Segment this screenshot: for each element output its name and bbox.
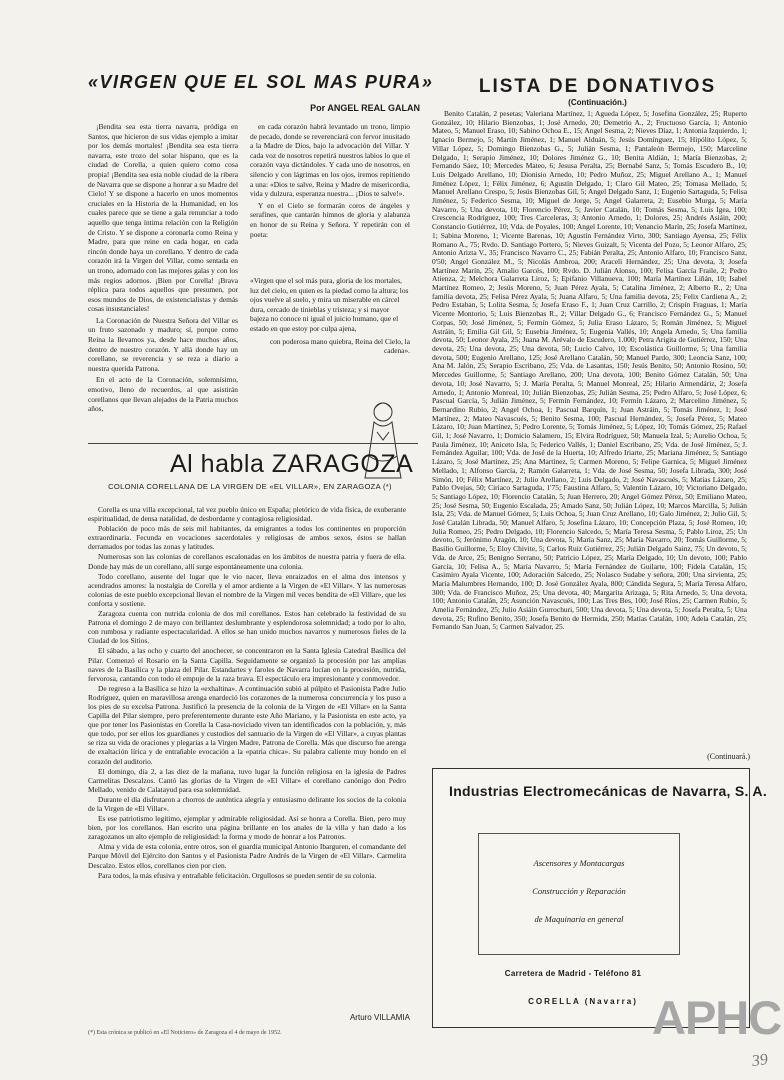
article-paragraph: El sábado, a las ocho y cuarto del anochecer, se concentraron en la Santa Iglesia Catedral Basílica del Pilar. Comenzó el Rosario en la Santa Capilla. Seguidamente se organizó la procesión por las amplias naves de la Basílica y la plaza del Pilar. Estandartes y faroles de Navarra lucían en la procesión, nutrida, fervorosa, cantando con todo el empuje de la raza brava. El espectáculo era impresionante y conmovedor. (88, 646, 406, 683)
poem-verse (250, 276, 410, 396)
poem-left-column (88, 122, 238, 448)
article-paragraph: Alma y vida de esta colonia, entre otros, son el guardia municipal Antonio Ibarguren, el comandante del Parque Móvil del Ejército don Santos y el Pasionista Padre Andrés de la Virgen de «El Villar». Carmelita Descalzo. Estos ellos, corellanos cien por cien. (88, 842, 406, 870)
ad-service-line: Ascensores y Montacargas (533, 858, 625, 868)
article-body (88, 505, 406, 1005)
article-title: Al habla ZARAGOZA (170, 450, 414, 478)
donations-continued: (Continuará.) (707, 752, 750, 761)
ad-company-name: Industrias Electromecánicas de Navarra, S. A. (449, 783, 768, 799)
ad-services-box (478, 833, 680, 955)
poem-paragraph: ¡Bendita sea esta tierra navarra, pródiga en Santos, que hicieron de sus vidas ejemplo a imitar por los demás mortales! ¡Bendita sea esta tierra navarra, este trozo del solar hispano, que es la ciudad de Corella, a quien quiero como cosa propia! ¡Bendita sea esta noble ciudad de la ribera de Navarra que se dispone a honrar a su Madre del Cielo! Y se dispone a hacerlo en unos momentos cruciales en la Historia de la Humanidad, en los cuales parece que se tiene a gala renunciar a todo aquello que tenga íntima relación con la Religión de Cristo. Y se dispone a coronarla como Reina y Madre, para que reine en cada hogar, en cada rincón donde haya un corellano. Y dentro de cada corazón irá la Virgen del Villar, como sentada en un trono, adornado con las mejores galas y con los más regios adornos. ¡Bien por Corella! ¡Brava réplica para todos aquellos que presumen, por esos mundos de Dios, de existencialistas y demás cosas insustanciales! (88, 122, 238, 314)
verse-stanza: «Virgen que el sol más pura, gloria de los mortales, luz del cielo, en quien es la piedad como la altura; los ojos vuelve al suelo, y mira un miserable en cárcel dura, cercado de tinieblas y tristeza; y si mayor bajeza no conoce ni igual el juicio humano, que el estado en que estoy por culpa ajena, (250, 276, 409, 333)
page-number: 39 (750, 1050, 770, 1071)
article-paragraph: Todo corellano, ausente del lugar que le vio nacer, lleva enraizados en el alma dos intensos y acendrados amores: la nostalgia de Corella y el amor ardiente a la Virgen de «El Villar». Y las numerosas colonias de este pueblo excepcional llevan el nombre de la Virgen mil veces bendita de «El Villar», que les conforta y sostiene. (88, 571, 406, 608)
ad-address: Carretera de Madrid - Teléfono 81 (504, 969, 642, 978)
article-paragraph: De regreso a la Basílica se hizo la «exhaltina». A continuación subió al púlpito el Pasionista Padre Julio Rodríguez, quien en maravillosa arenga enardeció los corazones de la numerosa concurrencia y los puso a los pies de su excelsa Patrona. Justificó la presencia de la colonia de la Virgen de «El Villar» en la Santa Capilla del Pilar siempre, pero preferentemente durante este Año Mariano, y la Pasionista en este acto, ya que por tener los Pasionistas en Corella la Casa-noviciado viven tan identificados con la población, y, más que todo, por ser ellos los guardianes y custodios del santuario de la Virgen de «El Villar», a cuyas plantas se riza su vida de oraciones y plegarias a la Virgen Madre, Patrona de Corella. Más que discurso fue arenga de exaltación lírica y de entrañable evocación a la «patria chica». Su palabra caliente muy hondo en el corazón del auditorio. (88, 683, 406, 766)
article-paragraph: Durante el día disfrutaron a chorros de auténtica alegría y entusiasmo delirante los socios de la colonia de la Virgen de «El Villar». (88, 794, 406, 813)
poem-paragraph: Y en el Cielo se formarán coros de ángeles y serafines, que cantarán himnos de gloria y alabanza en honor de su Reina y Señora. Y repetirán con el poeta: (250, 200, 410, 239)
poem-paragraph: En el acto de la Coronación, solemnísimo, emotivo, lleno de recuerdos, al que asistirán corellanos que llevan alejados de la Patria muchos años, (88, 375, 238, 414)
ad-service-line: de Maquinaria en general (534, 914, 624, 924)
section-divider (88, 443, 418, 444)
donations-subtitle: (Continuación.) (568, 98, 627, 107)
article-subtitle: COLONIA CORELLANA DE LA VIRGEN DE «EL VILLAR», EN ZARAGOZA (*) (108, 482, 392, 491)
verse-closing: con poderosa mano quiebra, Reina del Cielo, la cadena». (269, 336, 410, 356)
poem-title: «VIRGEN QUE EL SOL MAS PURA» (88, 72, 434, 92)
article-footnote: (*) Esta crónica se publicó en «El Noticiero» de Zaragoza el 4 de mayo de 1952. (88, 1030, 282, 1036)
advertisement (432, 768, 768, 1028)
donations-list: Benito Catalán, 2 pesetas; Valeriana Martínez, 1; Agueda López, 5; Josefina González, 25; Ruperto González, 10; Hilario Bienzobas, 1; José Arnedo, 20; Demetrio A., 2; Fructuoso García, 1; Antonio Mateo, 5; Manuel Eraso, 10; Sabino Ochoa E., 15; Angel Sesma, 2; Nieves Díaz, 1; Antonia Izquierdo, 1; Ignacio Bermejo, 5; Martín Jiménez, 1; Manuel Alduán, 5; Jesús Domínguez, 15; Hipólito López, 5; Villar López, 5; Domingo Bienzobas G., 5; Julián Sesma, 1; Pantaleón Bermejo, 150; Marceline Delgado, 1; Serapio Jiménez, 10; Dolores Jiménez G., 10; Benita Aldián, 1; María Bienzobas, 2; Fernando Sáez, 10; Mercedes Mateo, 6; Jesusa Peralta, 25; Bernabé Sanz, 5; Tomás Escudero B., 10; Luis Delgado Arellano, 10; Dionisio Arnedo, 10; Pedro Muñoz, 25; Miguel Arellano A., 1; Manuel Jiménez López, 1; Félix Jiménez, 6; Agustín Delgado, 1; Claro Gil Mateo, 25; Tomasa Mellado, 5; Manuel Arellano Crespo, 5; Jesús Bienzobas Gil, 5; Angel Delgado Sanz, 1; Eugenio Sartaguda, 5; Felisa Jiménez, 5; Federico Sesma, 10; Miguel de Jorge, 5; Angel Galarreta, 2; Eusebio Murga, 5; María Navarro, 5; Una devota, 10; Florencio Pérez, 5; Javier Catalán, 10; Tomás Sesma, 5; Luis Igea, 100; Crescencia Rodríguez, 100; Tres Carceleras, 3; Antonio Arnedo, 1; Dolores, 25; Andrés Asiáin, 200; Constancio Gutiérrez, 10; Vda. de Poyales, 100; Angel Lorente, 10; Venancio Marín, 25; Josefa Martínez, 1; Sabina Moreno, 1; Vicente Barenas, 10; Agustín Fernández Virto, 300; Santiago Ayensa, 25; Félix Romano A., 75; Rvdo. D. Santiago Portero, 5; Nieves Guizalt, 5; Vicenta del Pozo, 5; Leonor Alfaro, 25; Antonio Arizta V., 35; Francisco Navarro C., 25; Fabián Peralta, 25; Antonio Alfaro, 10; Francisco Sanz, 0'50; Angel González M., 5; Nicolás Ambroa, 200; Araceli Hernández, 25; Una devota, 3; Josefa Martínez Marín, 25; Amalio Garcés, 100; Rvdo. D. Julián Alonso, 100; Felisa García Fraile, 2; Pedro Atienza, 2; Melchora Galarreta Liroz, 5; Epifanio Villanueva, 100; María Martínez Liñán, 10; Isabel Martínez Romeo, 2; Jesús Moreno, 5; Juan Pérez Ayala, 5; Catalina Jiménez, 2; Alberto R., 2; Una familia devota, 25; Felisa Pérez Ayala, 5; Juana Alfaro, 5; Una familia devota, 25; Felix Cardiena A., 2; Pedro Estaban, 5; Lolita Sesma, 5; Josefa Eraso F., 1; Juan Cruz Carrillo, 2; Crispín Fraguas, 1; María Vicente Montorio, 5; Luis Bienzobas R., 2; Villar Delgado G., 6; Francisco Fernández G., 5; Manuel Corpas, 50; José Jiménez, 5; Fermín Gómez, 5; Julia Eraso Lázaro, 5; Román Jiménez, 5; Miguel Astráin, 5; Emilia Gil Gil, 5; Eusebia Jiménez, 5; Eugenia Vallés, 10; Angela Arnedo, 5; Una familia devota, 50; Leonor Ayala, 25; Juana M. Arévalo de Escudero, 1.000; Petra Arigita de Gutiérrez, 150; Una devota, 25; Una devota, 25; Una devota, 50; Lucio Calvo, 10; Escolástica Guillorme, 5; Una familia devota, 500; Eugenio Arellano, 125; José Arellano Catalán, 50; Manuel Pardo, 300; Leoncia Sanz, 100; Ana M. Jalón, 25; Serapio Escribano, 25; Vda. de Lasantas, 150; Jesús Benito, 50; Antonio Rosino, 50; Mercedes Guillorme, 5; Santiago Arellano, 200; Una devota, 100; Benito Gómez Catalán, 50; Una devota, 10; José Navarro, 5; J. María Peralta, 5; Manuel Monreal, 25; Hilario Armendáriz, 2; Josefa Arnedo, 1; Antonio Monreal, 10; Julián Bienzobas, 25; Julián Sesma, 25; Pedro Alfaro, 5; José López, 6; Pascual García, 5; Julián Jiménez, 5; Fermín Fernández, 10; Fermín Lázaro, 2; Marcelino Jiménez, 5; Bernardino Rubio, 2; Angel Ochoa, 1; Pascual Barquín, 1; Juan Astráin, 5; Tomás Jiménez, 1; José Martínez, 2; Mateo Navascués, 5; Benito Sesma, 100; Pascual Hernández, 5; Josefa Pérez, 5; Mateo Lázaro, 10; Juan Martínez, 5; Pedro Lorente, 5; Tomás Jiménez, 5; López, 10; Tomás Gómez, 25; Rafael Gil, 1; José Navarro, 1; Domicio Salamero, 15; Elvira Rodríguez, 50; Manuela Izal, 5; Aurelio Ochoa, 5; Paula Jiménez, 10; Aniceto Isla, 5; Federico Vallés, 1; Daniel Escribano, 25; Vda. de José Jiménez, 5; J. Fernández Aguilar, 100; Vda. de José de la Huerta, 10; Alfredo Iriarte, 25; Mariana Jiménez, 5; Santiago Lázaro, 5; José Martínez, 25; Ana Martínez, 5; Carmen Moreno, 5; Felipe Garnica, 5; Miguel Jiménez Mellado, 1; Alfonso García, 2; Ramón Galarreta, 1; Vda. de José Sesma, 50; Josefa Librada, 300; José Simón, 10; Félix Martínez, 2; Julio Arellano, 2; Luis Delgado, 2; José Navascués, 5; Matías Lázaro, 25; Pablo Ovejas, 50; Ciriaco Sartaguda, 1'75; Faustina Alfaro, 5; Valentín Lázaro, 10; Victoriano Delgado, 5; Santiago López, 10; Florencio Catalán, 5; Juan Herrero, 20; Angel Gómez Pérez, 50; Emiliano Mateo, 25; José Sesma, 50; Eugenio Escalada, 25; Amado Sanz, 50; Julián López, 10; Marcos Marcilla, 5; Julián Isla, 25; Vda. de Manuel Gómez, 5; Luis Ochoa, 5; Juan Cruz Arellano, 10; Galo Jiménez, 2; Julio Gil, 5; José Catalán Librada, 50; Manuel Alfaro, 5; Josefina Lázaro, 10; Concepción Plaza, 5; José Romeo, 10; Julia Romeo, 25; Pedro Delgado, 10; Florencio Salcedo, 5; María Teresa Sesma, 5; Pablo Liroz, 25; Un devoto, 5; Jerónimo Aragón, 10; Una devota, 5; María Sanz, 25; María Navarro, 20; Tomás Guillorme, 5; Basilio Guillorme, 5; Eloy Chivite, 5; Carlos Ruiz Gutiérrez, 25; Julián Delgado Sainz, 75; Un devoto, 5; Vda. de Arce, 25; Benigno Serrano, 50; Patricio López, 25; María Delgado, 10; Un devoto, 100; Pablo García, 10; Felisa A., 5; María Navarro, 5; María Fernández de Guilarte, 100; Fidela Catalán, 15; Casimiro Ayala Vicente, 100; Adoración Salcedo, 25; Nolasco Sudabe y señora, 200; Una sirvienta, 25; María Malumbres Hernando, 100; D. José González Ayala, 800; Cándida Segura, 5; María Teresa Alfaro, 300; Vda. de Francisco Muñoz, 25; Una devota, 40; Margarita Arizaga, 5; Rita Arnedo, 5; Una devota, 100; Antonio Catalán, 25; Asunción Navascués, 100; Las Tres Bes, 100; José Ríos, 25; Carmen Rubio, 5; Amelia Fernández, 25; Julio Asiáin Gurrochuri, 500; Una devota, 5; Una devota, 5; Josefa Peralta, 5; Una devota, 25; Rufino Benito, 350; Josefa Benito de Hermida, 250; Matías Catalán, 100; Adela Catalán, 25; Fernando San Juan, 5; Carmen Salvador, 25. (432, 110, 747, 632)
ad-city: CORELLA (Navarra) (528, 997, 638, 1006)
article-paragraph: Es ese patriotismo legítimo, ejemplar y admirable religiosidad. Así se honra a Corella. Bien, pero muy bien, por los corellanos. Han escrito una página brillante en los anales de la villa y han dado a los zaragozanos un alto ejemplo de religiosidad: la forma y modo de honrar a los Patronos. (88, 814, 406, 842)
donations-title: LISTA DE DONATIVOS (478, 76, 717, 97)
article-paragraph: Población de poco más de seis mil habitantes, da emigrantes a todos los continentes en proporción extraordinaria. Fecunda en vocaciones sacerdotales y religiosas de ambos sexos, éstos se hallan derramados por todas las zonas y latitudes. (88, 524, 406, 552)
article-paragraph: Zaragoza cuenta con nutrida colonia de dos mil corellanos. Estos han celebrado la festividad de su Patrona el domingo 2 de mayo con brillantez deslumbrante y esplendorosa solemnidad; a todo por lo alto, con rumbosa y radiante espectacularidad. A ellos se han unido muchos navarros y numerosos fieles de la Ciudad de los Sitios. (88, 609, 406, 646)
article-paragraph: Numerosas son las colonias de corellanos escalonadas en los ámbitos de nuestra patria y fuera de ella. Donde hay más de un corellano, allí surge espontáneamente una colonia. (88, 552, 406, 571)
poem-author: Por ANGEL REAL GALAN (310, 103, 420, 113)
article-paragraph: El domingo, día 2, a las diez de la mañana, tuvo lugar la función religiosa en la iglesia de Padres Carmelitas Descalzos. Cantó las glorias de la Virgen de «El Villar» el corellano canónigo don Pedro Mellado, venido de Calatayud para esa solemnidad. (88, 766, 406, 794)
ad-service-line: Construcción y Reparación (532, 886, 626, 896)
article-paragraph: Para todos, la más efusiva y entrañable felicitación. Orgullosos se pueden sentir de su colonia. (98, 870, 377, 880)
poem-paragraph: La Coronación de Nuestra Señora del Villar es un fruto sazonado y maduro; sí, porque como Reina la llevamos ya, desde hace muchos años, dentro de nuestro corazón. Y allá donde hay un corellano, se reverencia y se reza a diario a nuestra querida Patrona. (88, 315, 238, 373)
poem-paragraph: en cada corazón habrá levantado un trono, limpio de pecado, donde se reverenciará con fervor inusitado a la Madre de Dios, bajo la advocación del Villar. Y cada voz de nosotros repetirá nuestros labios lo que el corazón vaya dictándoles. Y cada uno de nosotros, en silencio y con lágrimas en los ojos, iremos repitiendo a una: «Dios te salve, Reina y Madre de misericordia, vida y dulzura, esperanza nuestra... ¡Dios te salve!». (250, 122, 410, 199)
article-signature: Arturo VILLAMIA (349, 1013, 410, 1022)
poem-right-column (250, 122, 410, 274)
archive-stamp: APHC (652, 991, 782, 1044)
article-paragraph: Corella es una villa excepcional, tal vez pueblo único en España; pletórico de vida física, de exuberante espiritualidad, de densa natalidad, de desbordante y contagiosa religiosidad. (88, 505, 406, 524)
